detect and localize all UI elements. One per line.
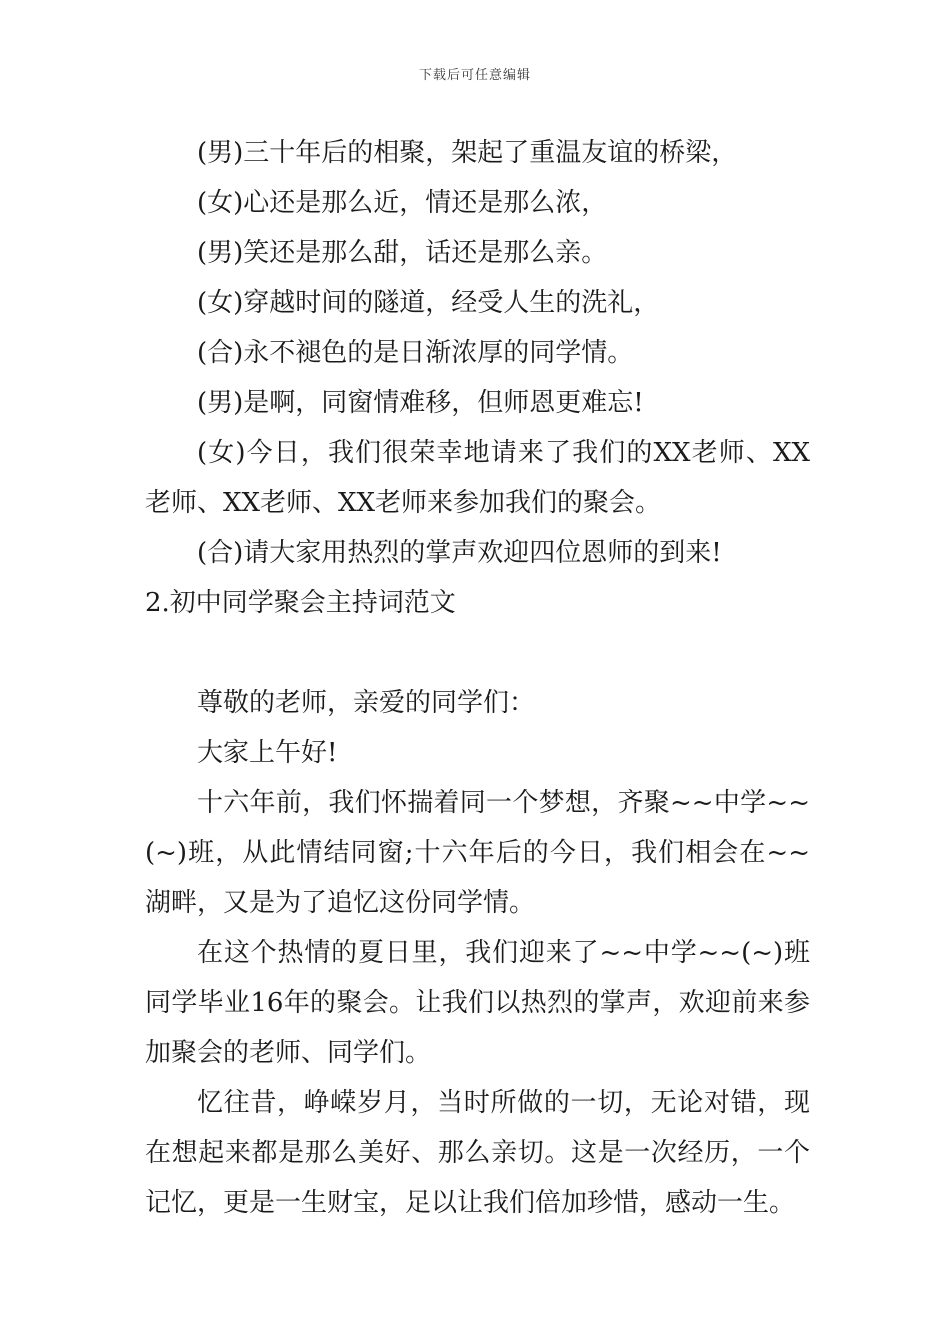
paragraph: 大家上午好!	[197, 738, 338, 768]
dialogue-line: (女)今日，我们很荣幸地请来了我们的XX老师、XX老师、XX老师、XX老师来参加我们的聚会。	[145, 438, 810, 518]
dialogue-line: (合)请大家用热烈的掌声欢迎四位恩师的到来!	[197, 538, 722, 568]
dialogue-line: (合)永不褪色的是日渐浓厚的同学情。	[197, 338, 634, 368]
dialogue-line: (男)笑还是那么甜，话还是那么亲。	[197, 238, 608, 268]
document-body	[145, 128, 810, 1228]
dialogue-line: (男)三十年后的相聚，架起了重温友谊的桥梁，	[197, 138, 738, 168]
dialogue-line: (女)心还是那么近，情还是那么浓，	[197, 188, 608, 218]
paragraph: 十六年前，我们怀揣着同一个梦想，齐聚~~中学~~(~)班，从此情结同窗;十六年后的今日，我们相会在~~湖畔，又是为了追忆这份同学情。	[145, 788, 810, 918]
section-heading: 2.初中同学聚会主持词范文	[145, 588, 456, 618]
paragraph: 尊敬的老师，亲爱的同学们：	[197, 688, 536, 718]
page-header: 下载后可任意编辑	[418, 68, 531, 83]
dialogue-line: (女)穿越时间的隧道，经受人生的洗礼，	[197, 288, 660, 318]
paragraph: 在这个热情的夏日里，我们迎来了~~中学~~(~)班同学毕业16年的聚会。让我们以热烈的掌声，欢迎前来参加聚会的老师、同学们。	[145, 938, 810, 1068]
dialogue-line: (男)是啊，同窗情难移，但师恩更难忘!	[197, 388, 644, 418]
paragraph: 忆往昔，峥嵘岁月，当时所做的一切，无论对错，现在想起来都是那么美好、那么亲切。这是一次经历，一个记忆，更是一生财宝，足以让我们倍加珍惜，感动一生。	[145, 1088, 810, 1218]
spacer	[145, 628, 810, 678]
